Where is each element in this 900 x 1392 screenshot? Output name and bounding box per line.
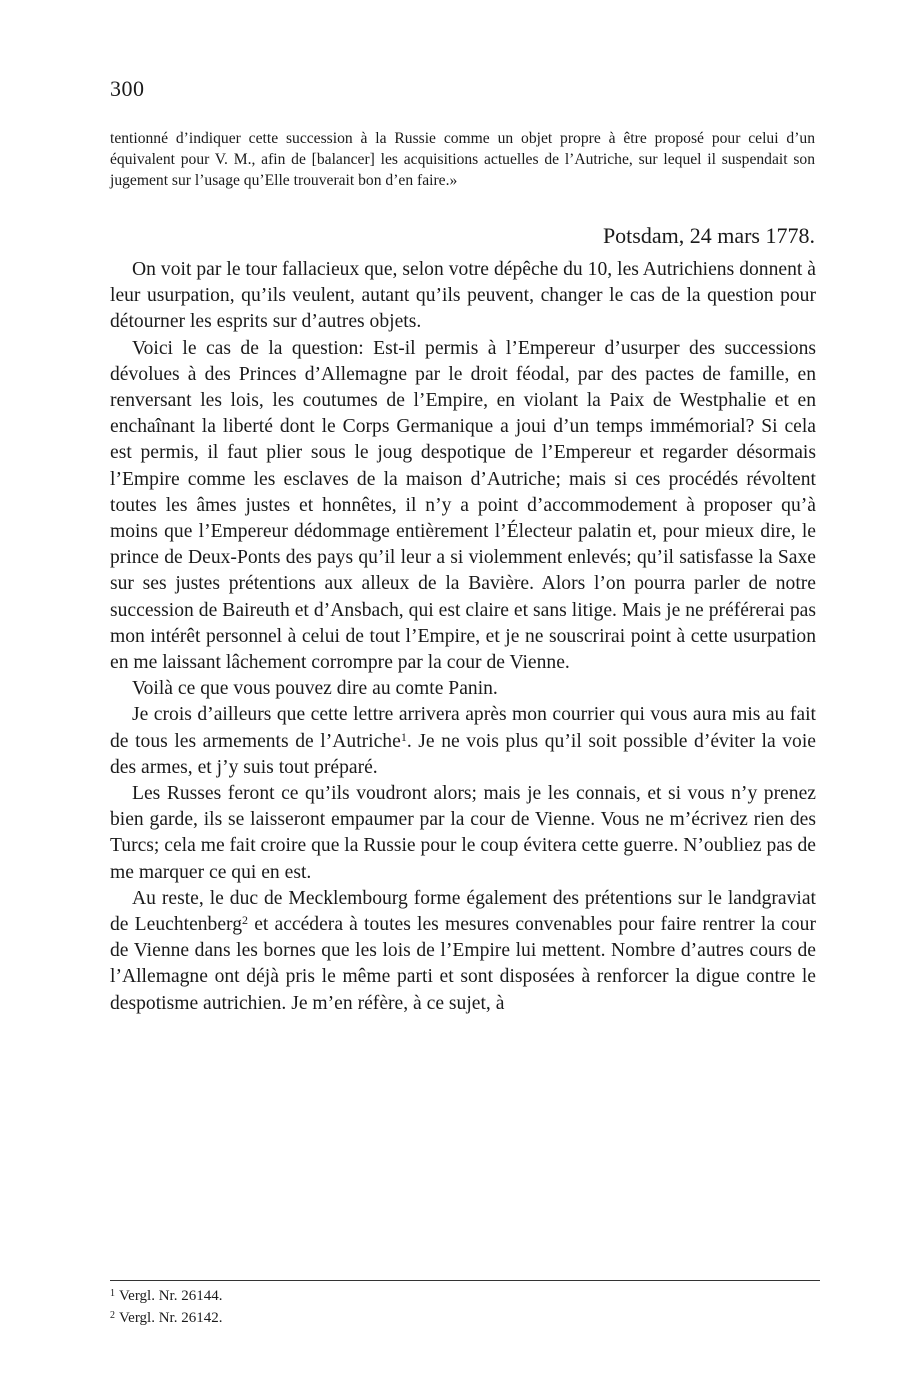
- footnote-mark: 1: [110, 1288, 115, 1299]
- footnote-text: Vergl. Nr. 26144.: [119, 1288, 223, 1304]
- paragraph-6: [110, 886, 816, 1017]
- footnotes: [110, 1284, 815, 1328]
- paragraph-1: On voit par le tour fallacieux que, selon votre dépêche du 10, les Autrichiens donnent à leur usurpation, qu’ils veulent, autant qu’ils peuvent, changer le cas de la question pour détourner les esprits sur d’autres objets.: [110, 259, 816, 333]
- letter-body: [110, 257, 816, 1017]
- footnote-2: [110, 1306, 815, 1328]
- footnote-mark: 2: [110, 1310, 115, 1321]
- footnote-divider: [110, 1280, 820, 1281]
- paragraph-4: [110, 702, 816, 781]
- footnote-text: Vergl. Nr. 26142.: [119, 1310, 223, 1326]
- paragraph-3: Voilà ce que vous pouvez dire au comte Panin.: [132, 678, 498, 700]
- quoted-passage-text: tentionné d’indiquer cette succession à la Russie comme un objet propre à être proposé pour celui d’un équivalent pour V. M., afin de [balancer] les acquisitions actuelles de l’Autriche, sur lequel il suspendait son jugement sur l’usage qu’Elle trouverait bon d’en faire.»: [110, 130, 815, 189]
- footnote-1: [110, 1284, 815, 1306]
- paragraph-5: Les Russes feront ce qu’ils voudront alors; mais je les connais, et si vous n’y prenez bien garde, ils se laisseront empaumer par la cour de Vienne. Vous ne m’écrivez rien des Turcs; cela me fait croire que la Russie pour le coup évitera cette guerre. N’oubliez pas de me marquer ce qui en est.: [110, 783, 817, 883]
- page-number: 300: [110, 76, 145, 101]
- paragraph-6-text-b: et accédera à toutes les mesures convenables pour faire rentrer la cour de Vienne dans les bornes que les lois de l’Empire lui mettent. Nombre d’autres cours de l’Allemagne ont déjà pris le même parti et sont disposées à renforcer la digue contre le despotisme autrichien. Je m’en réfère, à ce sujet, à: [110, 914, 817, 1014]
- dateline: Potsdam, 24 mars 1778.: [602, 223, 815, 248]
- paragraph-4-text-a: Je crois d’ailleurs que cette lettre arrivera après mon courrier qui vous aura mis au fait de tous les armements de l’Autriche: [110, 704, 816, 752]
- paragraph-2: Voici le cas de la question: Est-il permis à l’Empereur d’usurper des successions dévolues à des Princes d’Allemagne par le droit féodal, par des pactes de famille, en renversant les lois, les coutumes de l’Empire, en violant la Paix de Westphalie et en enchaînant la liberté dont le Corps Germanique a joui d’un temps immémorial? Si cela est permis, il faut plier sous le joug despotique de l’Empereur et regarder désormais l’Empire comme les esclaves de la maison d’Autriche; mais si ces procédés révoltent toutes les âmes justes et honnêtes, il n’y a point d’accommodement à proposer qu’à moins que l’Empereur dédommage entièrement l’Électeur palatin et, pour mieux dire, le prince de Deux-Ponts des pays qu’il leur a si violemment enlevés; qu’il satisfasse la Saxe sur ses justes prétentions aux alleux de la Bavière. Alors l’on pourra parler de notre succession de Baireuth et d’Ansbach, qui est claire et sans litige. Mais je ne préférerai pas mon intérêt personnel à celui de tout l’Empire, et je ne souscrirai point à cette usurpation en me laissant lâchement corrompre par la cour de Vienne.: [110, 337, 816, 674]
- paragraph-6-text-a: Au reste, le duc de Mecklembourg forme également des prétentions sur le landgraviat de Leuchtenberg: [110, 887, 816, 936]
- footnote-ref-1[interactable]: 1: [400, 729, 407, 744]
- paragraph-4-text-b: . Je ne vois plus qu’il soit possible d’éviter la voie des armes, et j’y suis tout préparé.: [110, 730, 816, 778]
- quoted-passage: [110, 128, 815, 191]
- footnote-ref-2[interactable]: 2: [242, 913, 249, 928]
